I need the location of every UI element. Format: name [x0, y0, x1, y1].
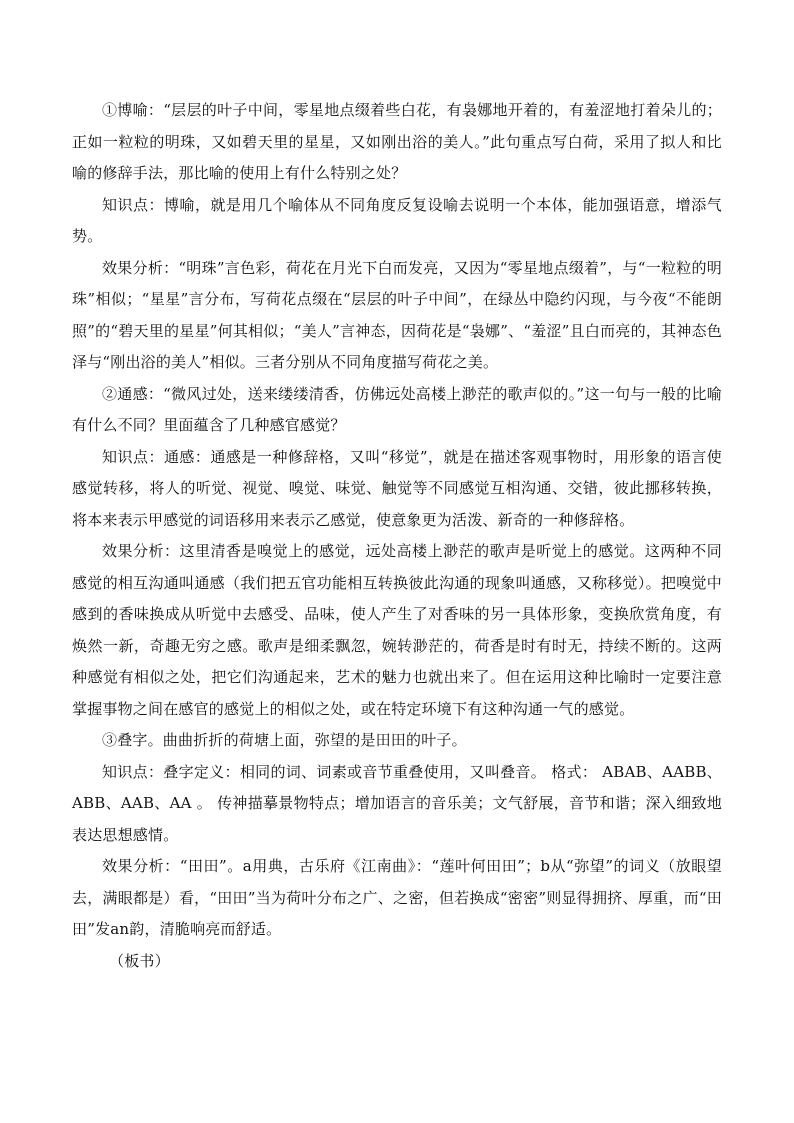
paragraph-metaphor-question: ①博喻：“层层的叶子中间，零星地点缀着些白花，有袅娜地开着的，有羞涩地打着朵儿的；正如一粒粒的明珠，又如碧天里的星星，又如刚出浴的美人。”此句重点写白荷，采用了拟人和比喻的修辞手法，那比喻的使用上有什么特别之处？ — [72, 101, 722, 182]
paragraph-reduplication-question: ③叠字。曲曲折折的荷塘上面，弥望的是田田的叶子。 — [102, 731, 467, 749]
paragraph-metaphor-knowledge: 知识点：博喻，就是用几个喻体从不同角度反复设喻去说明一个本体，能加强语意，增添气势。 — [72, 195, 722, 245]
paragraph-metaphor-analysis: 效果分析：“明珠”言色彩，荷花在月光下白而发亮，又因为“零星地点缀着”，与“一粒粒的明珠”相似；“星星”言分布，写荷花点缀在“层层的叶子中间”，在绿丛中隐约闪现，与今夜“不能朗照”的“碧天里的星星”何其相似；“美人”言神态，因荷花是“袅娜”、“羞涩”且白而亮的，其神态色泽与“刚出浴的美人”相似。三者分别从不同角度描写荷花之美。 — [72, 258, 722, 371]
board-note: （板书） — [109, 951, 170, 970]
paragraph-reduplication-analysis: 效果分析：“田田”。a用典，古乐府《江南曲》：“莲叶何田田”；b从“弥望”的词义（放眼望去，满眼都是）看，“田田”当为荷叶分布之广、之密，但若换成“密密”则显得拥挤、厚重，而“田田”发an韵，清脆响亮而舒适。 — [72, 857, 722, 938]
paragraph-synesthesia-knowledge: 知识点：通感：通感是一种修辞格，又叫“移觉”，就是在描述客观事物时，用形象的语言使感觉转移，将人的听觉、视觉、嗅觉、味觉、触觉等不同感觉互相沟通、交错，彼此挪移转换，将本来表示甲感觉的词语移用来表示乙感觉，使意象更为活泼、新奇的一种修辞格。 — [72, 447, 722, 529]
paragraph-synesthesia-analysis: 效果分析：这里清香是嗅觉上的感觉，远处高楼上渺茫的歌声是听觉上的感觉。这两种不同感觉的相互沟通叫通感（我们把五官功能相互转换彼此沟通的现象叫通感，又称移觉）。把嗅觉中感到的香味换成从听觉中去感受、品味，使人产生了对香味的另一具体形象，变换欣赏角度，有焕然一新，奇趣无穷之感。歌声是细柔飘忽，婉转渺茫的，荷香是时有时无，持续不断的。这两种感觉有相似之处，把它们沟通起来，艺术的魅力也就出来了。但在运用这种比喻时一定要注意掌握事物之间在感官的感觉上的相似之处，或在特定环境下有这种沟通一气的感觉。 — [72, 542, 722, 718]
document-body — [72, 95, 722, 977]
paragraph-synesthesia-question: ②通感：“微风过处，送来缕缕清香，仿佛远处高楼上渺茫的歌声似的。”这一句与一般的比喻有什么不同？里面蕴含了几种感官感觉？ — [72, 384, 722, 434]
paragraph-reduplication-knowledge: 知识点：叠字定义：相同的词、词素或音节重叠使用，又叫叠音。 格式： ABAB、AABB、ABB、AAB、AA 。 传神描摹景物特点；增加语言的音乐美；文气舒展，音节和谐；深入细致地表达思想感情。 — [72, 762, 722, 844]
